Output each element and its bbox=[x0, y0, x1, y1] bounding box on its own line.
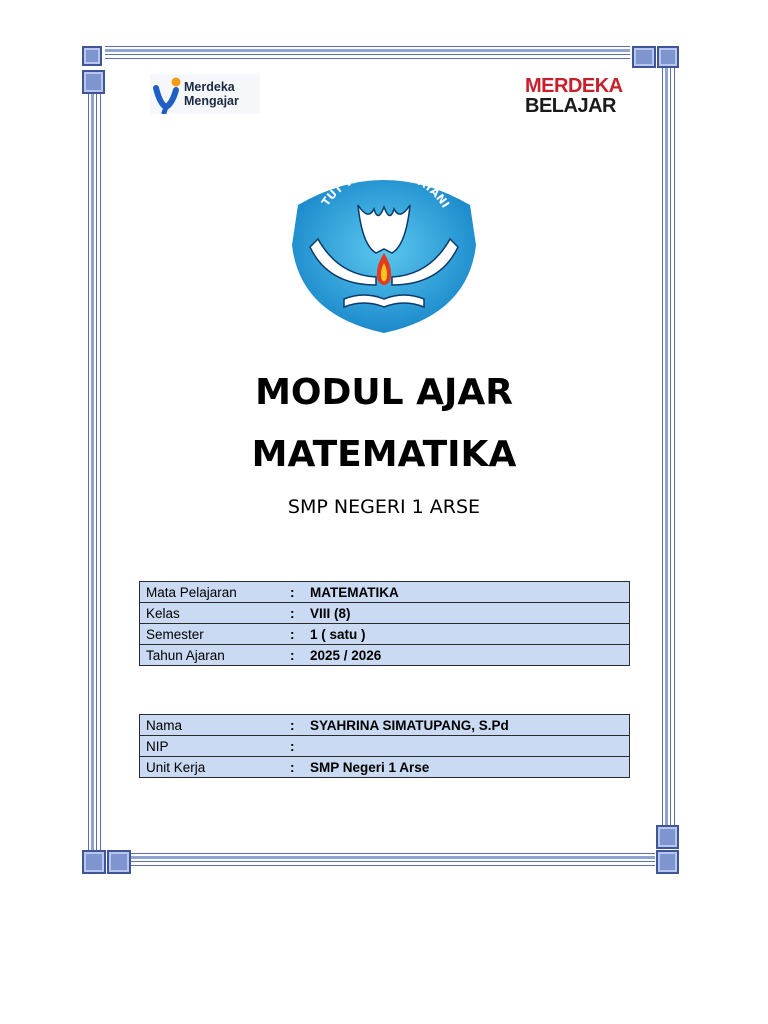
border-corner-square bbox=[632, 46, 656, 68]
row-value: 2025 / 2026 bbox=[304, 645, 630, 666]
table-row bbox=[140, 757, 630, 778]
emblem-motto: TUT WURI HANDAYANI bbox=[319, 166, 452, 211]
merdeka-belajar-line2: BELAJAR bbox=[525, 95, 616, 117]
page-title: MODUL AJAR bbox=[255, 372, 513, 413]
border-corner-square bbox=[82, 70, 105, 94]
border-bottom bbox=[130, 853, 655, 866]
merdeka-belajar-logo bbox=[525, 75, 623, 117]
row-colon: : bbox=[286, 736, 304, 757]
row-colon: : bbox=[286, 603, 304, 624]
row-colon: : bbox=[286, 715, 304, 736]
row-label: Tahun Ajaran bbox=[140, 645, 287, 666]
row-colon: : bbox=[286, 645, 304, 666]
course-info-table bbox=[139, 581, 630, 666]
row-label: Semester bbox=[140, 624, 287, 645]
row-label: NIP bbox=[140, 736, 287, 757]
border-corner-square bbox=[657, 46, 679, 68]
row-value: SMP Negeri 1 Arse bbox=[304, 757, 630, 778]
border-corner-square bbox=[107, 850, 131, 874]
subject-title: MATEMATIKA bbox=[251, 434, 517, 475]
tut-wuri-handayani-emblem-icon bbox=[288, 165, 480, 335]
row-colon: : bbox=[286, 757, 304, 778]
row-colon: : bbox=[286, 582, 304, 603]
school-name: SMP NEGERI 1 ARSE bbox=[287, 496, 481, 518]
row-label: Nama bbox=[140, 715, 287, 736]
merdeka-mengajar-logo bbox=[150, 74, 260, 114]
merdeka-mengajar-line2: Mengajar bbox=[184, 94, 239, 108]
row-value: MATEMATIKA bbox=[304, 582, 630, 603]
merdeka-belajar-line1: MERDEKA bbox=[525, 75, 623, 97]
row-label: Kelas bbox=[140, 603, 287, 624]
table-row bbox=[140, 603, 630, 624]
border-top bbox=[105, 46, 630, 59]
table-row bbox=[140, 736, 630, 757]
border-corner-square bbox=[656, 825, 679, 849]
row-value: VIII (8) bbox=[304, 603, 630, 624]
border-corner-square bbox=[82, 46, 102, 66]
row-colon: : bbox=[286, 624, 304, 645]
merdeka-mengajar-line1: Merdeka bbox=[184, 80, 235, 94]
table-row bbox=[140, 624, 630, 645]
row-value bbox=[304, 736, 630, 757]
row-value: 1 ( satu ) bbox=[304, 624, 630, 645]
table-row bbox=[140, 582, 630, 603]
row-label: Mata Pelajaran bbox=[140, 582, 287, 603]
border-corner-square bbox=[656, 850, 679, 874]
table-row bbox=[140, 645, 630, 666]
row-value: SYAHRINA SIMATUPANG, S.Pd bbox=[304, 715, 630, 736]
row-label: Unit Kerja bbox=[140, 757, 287, 778]
author-info-table bbox=[139, 714, 630, 778]
table-row bbox=[140, 715, 630, 736]
border-corner-square bbox=[82, 850, 106, 874]
merdeka-mengajar-icon bbox=[150, 74, 184, 114]
